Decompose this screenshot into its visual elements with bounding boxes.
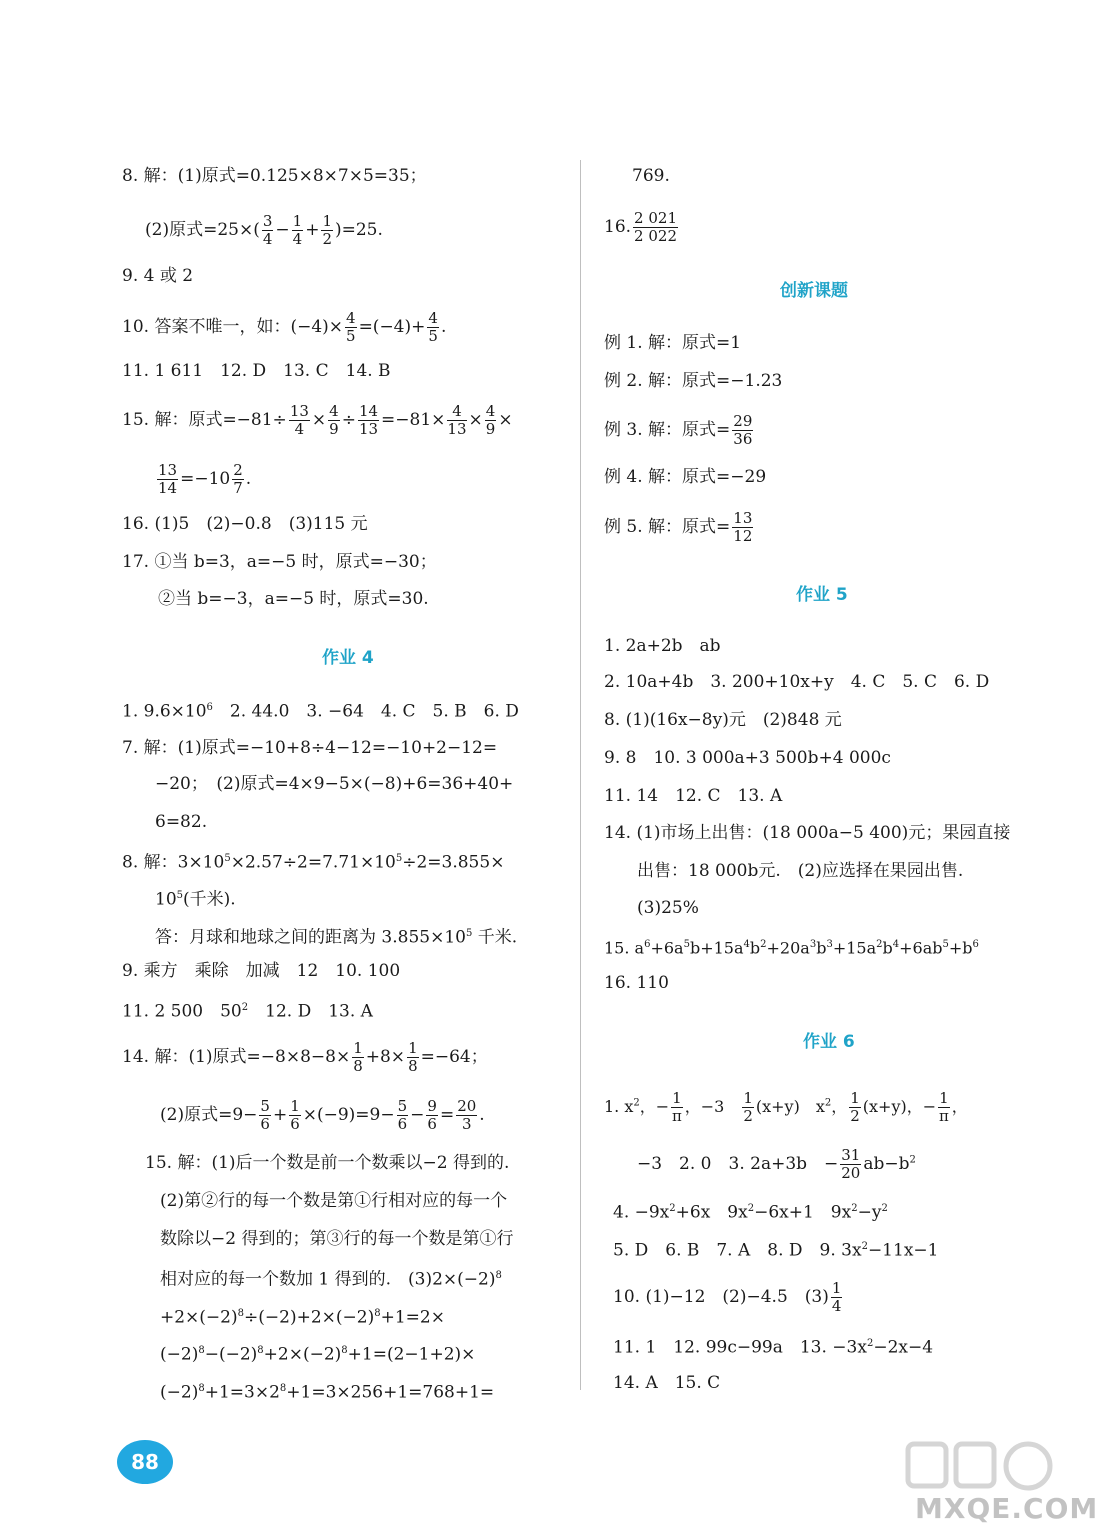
hw5-answers-9-10: 9. 8 10. 3 000a+3 500b+4 000c: [604, 748, 891, 768]
section-title-hw6: 作业 6: [803, 1032, 855, 1052]
column-divider: [580, 160, 581, 1390]
answer-15: 15. 解：原式=−81÷ $\frac{13}{4}$ × $\frac{4}{9}$ ÷ $\frac{14}{13}$ =−81× $\frac{4}{13}$ × $\frac{4}{9}$ ×: [122, 402, 513, 438]
hw5-answer-14-part3: (3)25%: [637, 898, 699, 918]
hw5-answers-11-13: 11. 14 12. C 13. A: [604, 786, 783, 806]
page-number-badge: 88: [117, 1440, 173, 1484]
answer-17: 17. ①当 b=3，a=−5 时，原式=−30；: [122, 552, 437, 572]
hw5-answer-14-cont: 出售：18 000b元. (2)应选择在果园出售.: [637, 861, 964, 881]
example-5: 例 5. 解：原式= $\frac{13}{12}$: [604, 509, 753, 545]
hw5-answers-2-6: 2. 10a+4b 3. 200+10x+y 4. C 5. C 6. D: [604, 672, 990, 692]
answer-16-right: 16. $\frac{2 021}{2 022}$: [604, 209, 677, 245]
answer-9: 9. 4 或 2: [122, 266, 194, 286]
hw5-answer-8: 8. (1)(16x−8y)元 (2)848 元: [604, 710, 842, 730]
hw4-answer-8-conclusion: 答：月球和地球之间的距离为 $3.855\times 10^5$ 千米.: [155, 927, 518, 948]
hw4-answer-15-line6: $(-2)^8-(-2)^8+2\times(-2)^8+1=(2-1+2)\times$: [160, 1344, 476, 1365]
hw4-answer-15-line2: (2)第②行的每一个数是第①行相对应的每一个: [160, 1191, 508, 1211]
hw4-answers-1-6: 1. $9.6\times 10^6$ 2. 44.0 3. −64 4. C 5. B 6. D: [122, 701, 519, 722]
example-2: 例 2. 解：原式=−1.23: [604, 371, 783, 391]
hw4-answer-7-cont1: −20； (2)原式=4×9−5×(−8)+6=36+40+: [155, 774, 514, 794]
hw6-answers-5-9: 5. D 6. B 7. A 8. D 9. $3x^2-11x-1$: [613, 1240, 939, 1261]
hw5-answer-14: 14. (1)市场上出售：(18 000a−5 400)元；果园直接: [604, 823, 1011, 843]
answer-8: 8. 解：(1)原式=0.125×8×7×5=35；: [122, 166, 427, 186]
hw6-answer-4: 4. $-9x^2+6x$ $9x^2-6x+1$ $9x^2-y^2$: [613, 1202, 888, 1223]
hw4-answer-14-part2: (2)原式=9− $\frac{5}{6}$ + $\frac{1}{6}$ ×(−9)=9− $\frac{5}{6}$ − $\frac{9}{6}$ = $\frac{20}{3}$ .: [160, 1097, 485, 1133]
section-title-hw4: 作业 4: [322, 648, 374, 668]
hw4-answer-15-line7: $(-2)^8+1=3\times 2^8+1=3\times 256+1=768+1=$: [160, 1382, 495, 1403]
hw4-answer-8: 8. 解：$3\times 10^5\times 2.57\div 2=7.71\times 10^5\div 2=3.855\times$: [122, 852, 505, 873]
answer-8-part2: (2)原式=25×( $\frac{3}{4}$ − $\frac{1}{4}$ + $\frac{1}{2}$ )=25.: [145, 212, 383, 248]
hw4-answer-14: 14. 解：(1)原式=−8×8−8× $\frac{1}{8}$ +8× $\frac{1}{8}$ =−64；: [122, 1039, 488, 1075]
hw6-answer-1: 1. $x^2$，− $\frac{1}{\pi}$ ，−3 $\frac{1}{2}$ (x+y) $x^2$， $\frac{1}{2}$ (x+y)，− $\frac{1}{\pi}$ ，: [604, 1089, 968, 1125]
hw4-answer-7: 7. 解：(1)原式=−10+8÷4−12=−10+2−12=: [122, 738, 498, 758]
hw6-answers-2-3: −3 2. 0 3. 2a+3b − $\frac{31}{20}$ $ab-b^2$: [637, 1146, 916, 1182]
hw4-answers-9-10: 9. 乘方 乘除 加减 12 10. 100: [122, 961, 401, 981]
hw5-answer-15: 15. $a^6+6a^5b+15a^4b^2+20a^3b^3+15a^2b^4+6ab^5+b^6$: [604, 938, 979, 958]
hw6-answers-14-15: 14. A 15. C: [613, 1373, 721, 1393]
hw5-answer-16: 16. 110: [604, 973, 669, 993]
hw5-answer-1: 1. 2a+2b ab: [604, 636, 721, 656]
answer-15-cont: $\frac{13}{14}$ =−10 $\frac{2}{7}$ .: [158, 461, 252, 497]
example-4: 例 4. 解：原式=−29: [604, 467, 767, 487]
hw6-answer-10: 10. (1)−12 (2)−4.5 (3) $\frac{1}{4}$: [613, 1279, 842, 1315]
hw4-answer-15-line4: 相对应的每一个数加 1 得到的. $(3)2\times(-2)^8$: [160, 1269, 502, 1290]
watermark-text: MXQE.COM: [915, 1492, 1098, 1525]
section-title-hw5: 作业 5: [796, 585, 848, 605]
hw4-answer-15-line5: $+2\times(-2)^8\div(-2)+2\times(-2)^8+1=2\times$: [160, 1307, 445, 1328]
example-1: 例 1. 解：原式=1: [604, 333, 742, 353]
hw4-answer-15: 15. 解：(1)后一个数是前一个数乘以−2 得到的.: [145, 1153, 510, 1173]
answer-16: 16. (1)5 (2)−0.8 (3)115 元: [122, 514, 368, 534]
answer-17-part2: ②当 b=−3，a=−5 时，原式=30.: [158, 589, 429, 609]
hw4-answer-15-line3: 数除以−2 得到的；第③行的每一个数是第①行: [160, 1229, 514, 1249]
hw6-answers-11-13: 11. 1 12. 99c−99a 13. $-3x^2-2x-4$: [613, 1337, 934, 1358]
answer-10: 10. 答案不唯一，如：(−4)× $\frac{4}{5}$ =(−4)+ $\frac{4}{5}$ .: [122, 309, 447, 345]
section-title-innovation: 创新课题: [780, 281, 848, 301]
answer-11-14: 11. 1 611 12. D 13. C 14. B: [122, 361, 391, 381]
hw4-answer-8-cont: $10^5$(千米).: [155, 889, 236, 910]
answer-15-result: 769.: [632, 166, 670, 186]
hw4-answers-11-13: 11. 2 500 $50^2$ 12. D 13. A: [122, 1001, 373, 1022]
hw4-answer-7-cont2: 6=82.: [155, 812, 208, 832]
example-3: 例 3. 解：原式= $\frac{29}{36}$: [604, 412, 753, 448]
